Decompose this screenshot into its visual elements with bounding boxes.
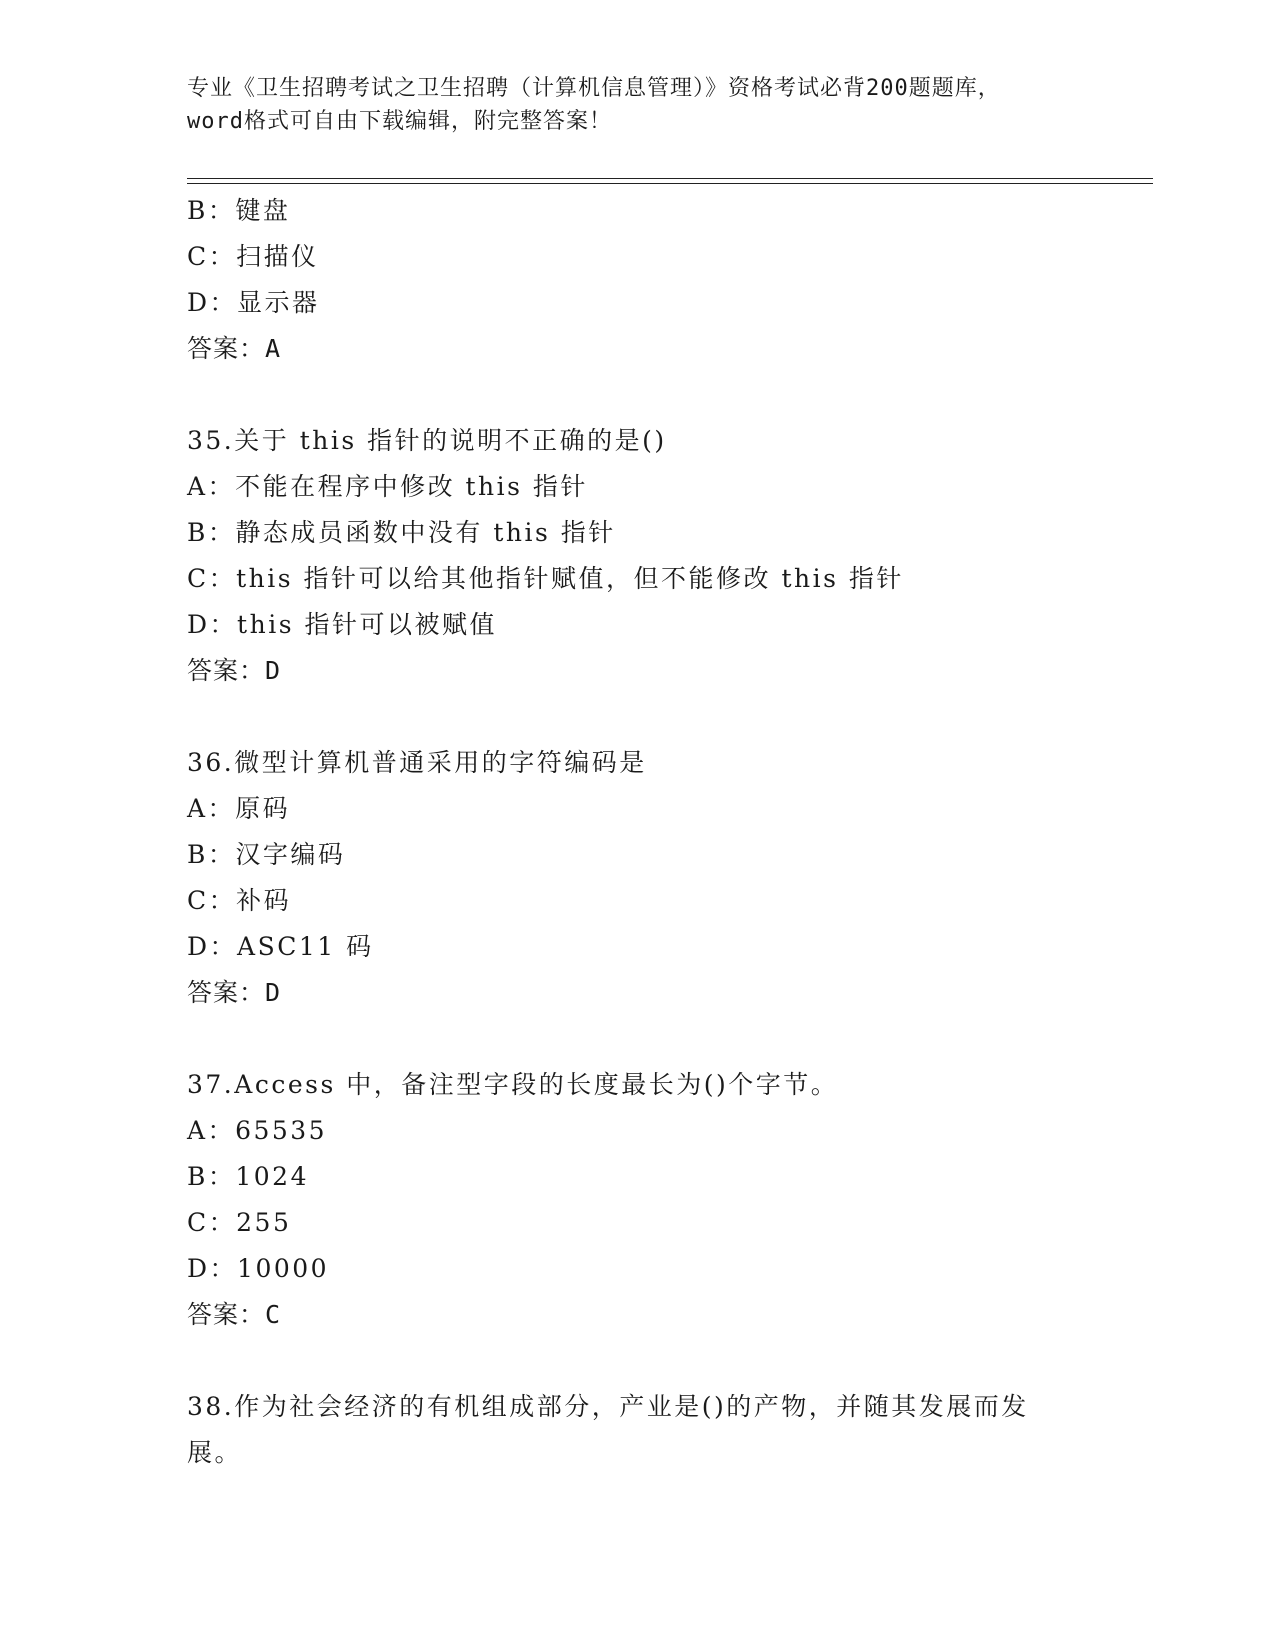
option-text: 255	[236, 1208, 292, 1237]
question-title	[187, 1062, 1107, 1108]
question-text-line-2: 展。	[187, 1438, 243, 1467]
option-text: 显示器	[237, 288, 320, 317]
answer-line	[187, 648, 1107, 694]
header-title-line-1: 专业《卫生招聘考试之卫生招聘（计算机信息管理）》资格考试必背200题题库，	[187, 76, 1001, 101]
question-number: 36.	[187, 748, 235, 777]
option-label: D：	[187, 932, 238, 961]
option-label: B：	[187, 1162, 236, 1191]
spacer	[187, 372, 1107, 418]
question-block-36	[187, 740, 1107, 1016]
question-number: 35.	[187, 426, 235, 455]
question-title	[187, 740, 1107, 786]
question-text: 微型计算机普通采用的字符编码是	[234, 748, 647, 777]
option-label: B：	[187, 840, 236, 869]
option-label: C：	[187, 242, 237, 271]
question-title	[187, 418, 1107, 464]
option-text: 65535	[235, 1116, 328, 1145]
option-label: C：	[187, 1208, 237, 1237]
spacer	[187, 1338, 1107, 1384]
question-title	[187, 1384, 1107, 1430]
option-text: 键盘	[235, 196, 291, 225]
option-c	[187, 556, 1107, 602]
header-divider-bottom	[187, 183, 1153, 184]
header-title-line-2: word格式可自由下载编辑，附完整答案！	[187, 109, 612, 134]
document-header	[187, 72, 1087, 138]
answer-label: 答案：	[187, 1300, 266, 1329]
answer-label: 答案：	[187, 978, 266, 1007]
option-c	[187, 234, 1107, 280]
option-b	[187, 1154, 1107, 1200]
question-list	[187, 188, 1107, 1476]
header-divider-top	[187, 178, 1153, 179]
option-text: 扫描仪	[236, 242, 319, 271]
answer-line	[187, 326, 1107, 372]
option-a	[187, 1108, 1107, 1154]
option-text: ASC11 码	[237, 932, 374, 961]
option-label: A：	[187, 1116, 236, 1145]
option-d	[187, 280, 1107, 326]
option-c	[187, 1200, 1107, 1246]
question-text-line-1: 作为社会经济的有机组成部分，产业是()的产物，并随其发展而发	[234, 1392, 1029, 1421]
option-text: 10000	[237, 1254, 330, 1283]
question-number: 37.	[187, 1070, 235, 1099]
option-b	[187, 510, 1107, 556]
option-label: C：	[187, 886, 237, 915]
question-text: Access 中，备注型字段的长度最长为()个字节。	[234, 1070, 839, 1099]
answer-value: D	[265, 978, 282, 1007]
question-block-37	[187, 1062, 1107, 1338]
option-label: A：	[187, 472, 236, 501]
answer-line	[187, 1292, 1107, 1338]
question-block-35	[187, 418, 1107, 694]
option-a	[187, 786, 1107, 832]
option-text: this 指针可以被赋值	[237, 610, 497, 639]
option-d	[187, 602, 1107, 648]
option-label: B：	[187, 518, 236, 547]
option-text: 静态成员函数中没有 this 指针	[235, 518, 616, 547]
answer-label: 答案：	[187, 334, 266, 363]
answer-value: C	[265, 1300, 282, 1329]
question-block-partial	[187, 188, 1107, 372]
answer-value: A	[265, 334, 282, 363]
question-text: 关于 this 指针的说明不正确的是()	[234, 426, 667, 455]
option-text: 补码	[236, 886, 292, 915]
option-label: C：	[187, 564, 237, 593]
answer-label: 答案：	[187, 656, 266, 685]
answer-value: D	[265, 656, 282, 685]
option-b	[187, 832, 1107, 878]
option-text: 原码	[235, 794, 291, 823]
option-label: A：	[187, 794, 236, 823]
option-label: B：	[187, 196, 236, 225]
option-d	[187, 924, 1107, 970]
question-title-continued	[187, 1430, 1107, 1476]
option-label: D：	[187, 288, 238, 317]
question-number: 38.	[187, 1392, 235, 1421]
option-b	[187, 188, 1107, 234]
option-c	[187, 878, 1107, 924]
option-text: 汉字编码	[235, 840, 346, 869]
option-d	[187, 1246, 1107, 1292]
question-block-38	[187, 1384, 1107, 1476]
option-label: D：	[187, 1254, 238, 1283]
option-text: this 指针可以给其他指针赋值，但不能修改 this 指针	[236, 564, 904, 593]
spacer	[187, 694, 1107, 740]
option-text: 1024	[235, 1162, 309, 1191]
spacer	[187, 1016, 1107, 1062]
option-text: 不能在程序中修改 this 指针	[235, 472, 588, 501]
answer-line	[187, 970, 1107, 1016]
option-label: D：	[187, 610, 238, 639]
option-a	[187, 464, 1107, 510]
